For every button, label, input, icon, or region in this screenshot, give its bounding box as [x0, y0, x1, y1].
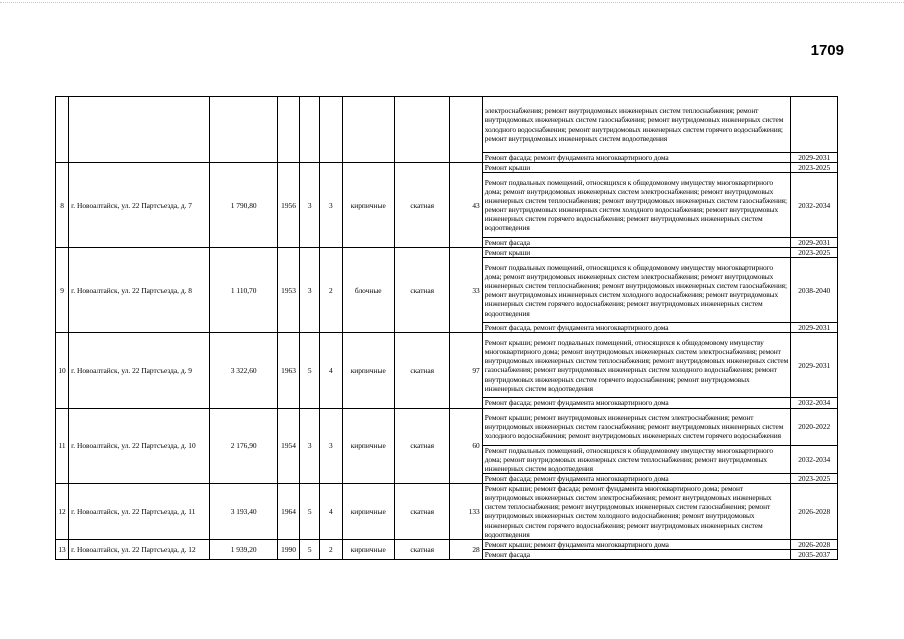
house-area: 2 176,90 [210, 408, 278, 483]
wall-material [342, 97, 394, 163]
repair-period: 2026-2028 [791, 483, 838, 539]
repair-period: 2032-2034 [791, 173, 838, 238]
repair-period: 2023-2025 [791, 163, 838, 173]
row-number: 11 [56, 408, 69, 483]
house-area: 1 110,70 [210, 248, 278, 333]
wall-material: кирпичные [342, 539, 394, 559]
table-row [56, 539, 838, 549]
entrance-count: 4 [320, 483, 342, 539]
housing-repair-table [55, 96, 838, 560]
row-number: 10 [56, 333, 69, 408]
repair-work-description: Ремонт фасада [482, 238, 791, 248]
table-row [56, 408, 838, 445]
repair-period: 2026-2028 [791, 539, 838, 549]
wall-material: кирпичные [342, 483, 394, 539]
repair-work-description: Ремонт крыши; ремонт фундамента многоквартирного дома [482, 539, 791, 549]
floor-count: 5 [300, 483, 320, 539]
house-area: 1 790,80 [210, 163, 278, 248]
house-address: г. Новоалтайск, ул. 22 Партсъезда, д. 8 [69, 248, 210, 333]
build-year: 1990 [277, 539, 299, 559]
house-address: г. Новоалтайск, ул. 22 Партсъезда, д. 9 [69, 333, 210, 408]
wall-material: кирпичные [342, 408, 394, 483]
repair-work-description: Ремонт крыши [482, 163, 791, 173]
wall-material: блочные [342, 248, 394, 333]
repair-work-description: Ремонт подвальных помещений, относящихся к общедомовому имуществу многоквартирного дома; ремонт внутридомовых инженерных систем теплоснабжения; ремонт внутридомовых инженерных систем водоотведения [482, 445, 791, 473]
repair-work-description: Ремонт крыши [482, 248, 791, 258]
house-area: 3 193,40 [210, 483, 278, 539]
row-number: 9 [56, 248, 69, 333]
repair-period: 2029-2031 [791, 153, 838, 163]
entrance-count [320, 97, 342, 163]
table-row [56, 163, 838, 173]
repair-work-description: Ремонт подвальных помещений, относящихся к общедомовому имуществу многоквартирного дома; ремонт внутридомовых инженерных систем электроснабжения; ремонт внутридомовых инженерных систем теплоснабжения; ремонт внутридомовых инженерных систем газоснабжения; ремонт внутридомовых инженерных систем холодного водоснабжения; ремонт внутридомовых инженерных систем горячего водоснабжения; ремонт внутридомовых инженерных систем водоотведения [482, 173, 791, 238]
repair-period: 2023-2025 [791, 473, 838, 483]
floor-count: 3 [300, 408, 320, 483]
house-address [69, 97, 210, 163]
repair-work-description: Ремонт крыши; ремонт подвальных помещений, относящихся к общедомовому имуществу многоквартирного дома; ремонт внутридомовых инженерных систем электроснабжения; ремонт внутридомовых инженерных систем теплоснабжения; ремонт внутридомовых инженерных систем газоснабжения; ремонт внутридомовых инженерных систем холодного водоснабжения; ремонт внутридомовых инженерных систем горячего водоснабжения; ремонт внутридомовых инженерных систем водоотведения [482, 333, 791, 398]
apartment-count: 43 [450, 163, 482, 248]
entrance-count: 4 [320, 333, 342, 408]
floor-count: 5 [300, 333, 320, 408]
house-area: 1 939,20 [210, 539, 278, 559]
row-number: 8 [56, 163, 69, 248]
build-year: 1956 [277, 163, 299, 248]
entrance-count: 3 [320, 163, 342, 248]
build-year: 1953 [277, 248, 299, 333]
repair-period: 2029-2031 [791, 238, 838, 248]
repair-period: 2023-2025 [791, 248, 838, 258]
house-address: г. Новоалтайск, ул. 22 Партсъезда, д. 10 [69, 408, 210, 483]
house-address: г. Новоалтайск, ул. 22 Партсъезда, д. 7 [69, 163, 210, 248]
scan-edge-line [0, 2, 904, 5]
build-year: 1954 [277, 408, 299, 483]
wall-material: кирпичные [342, 163, 394, 248]
roof-type: скатная [394, 248, 449, 333]
roof-type [394, 97, 449, 163]
wall-material: кирпичные [342, 333, 394, 408]
repair-period: 2038-2040 [791, 258, 838, 323]
page-number: 1709 [810, 42, 844, 59]
build-year: 1964 [277, 483, 299, 539]
table-body [56, 97, 838, 560]
roof-type: скатная [394, 333, 449, 408]
floor-count: 3 [300, 163, 320, 248]
house-area: 3 322,60 [210, 333, 278, 408]
floor-count: 3 [300, 248, 320, 333]
repair-work-description: Ремонт крыши; ремонт фасада; ремонт фундамента многоквартирного дома; ремонт внутридомовых инженерных систем электроснабжения; ремонт внутридомовых инженерных систем теплоснабжения; ремонт внутридомовых инженерных систем газоснабжения; ремонт внутридомовых инженерных систем холодного водоснабжения; ремонт внутридомовых инженерных систем горячего водоснабжения; ремонт внутридомовых инженерных систем водоотведения [482, 483, 791, 539]
apartment-count [450, 97, 482, 163]
repair-work-description: Ремонт фасада, ремонт фундамента многоквартирного дома [482, 323, 791, 333]
apartment-count: 97 [450, 333, 482, 408]
row-number [56, 97, 69, 163]
build-year [277, 97, 299, 163]
table-row [56, 97, 838, 153]
row-number: 13 [56, 539, 69, 559]
repair-period: 2020-2022 [791, 408, 838, 445]
repair-period [791, 97, 838, 153]
house-area [210, 97, 278, 163]
repair-work-description: Ремонт фасада; ремонт фундамента многоквартирного дома [482, 473, 791, 483]
entrance-count: 3 [320, 408, 342, 483]
floor-count: 5 [300, 539, 320, 559]
table-row [56, 248, 838, 258]
build-year: 1963 [277, 333, 299, 408]
apartment-count: 33 [450, 248, 482, 333]
repair-period: 2029-2031 [791, 323, 838, 333]
roof-type: скатная [394, 408, 449, 483]
repair-period: 2032-2034 [791, 445, 838, 473]
floor-count [300, 97, 320, 163]
apartment-count: 133 [450, 483, 482, 539]
roof-type: скатная [394, 539, 449, 559]
repair-period: 2029-2031 [791, 333, 838, 398]
entrance-count: 2 [320, 248, 342, 333]
repair-period: 2032-2034 [791, 398, 838, 408]
apartment-count: 60 [450, 408, 482, 483]
repair-work-description: Ремонт крыши; ремонт внутридомовых инженерных систем электроснабжения; ремонт внутридомовых инженерных систем газоснабжения; ремонт внутридомовых инженерных систем холодного водоснабжения; ремонт внутридомовых инженерных систем горячего водоснабжения [482, 408, 791, 445]
repair-work-description: Ремонт фасада; ремонт фундамента многоквартирного дома [482, 398, 791, 408]
roof-type: скатная [394, 483, 449, 539]
house-address: г. Новоалтайск, ул. 22 Партсъезда, д. 12 [69, 539, 210, 559]
house-address: г. Новоалтайск, ул. 22 Партсъезда, д. 11 [69, 483, 210, 539]
repair-work-description: Ремонт фасада; ремонт фундамента многоквартирного дома [482, 153, 791, 163]
repair-work-description: Ремонт фасада [482, 550, 791, 560]
entrance-count: 2 [320, 539, 342, 559]
repair-work-description: электроснабжения; ремонт внутридомовых инженерных систем теплоснабжения; ремонт внутридомовых инженерных систем газоснабжения; ремонт внутридомовых инженерных систем холодного водоснабжения; ремонт внутридомовых инженерных систем горячего водоснабжения; ремонт внутридомовых инженерных систем водоотведения [482, 97, 791, 153]
roof-type: скатная [394, 163, 449, 248]
table-row [56, 333, 838, 398]
apartment-count: 28 [450, 539, 482, 559]
repair-work-description: Ремонт подвальных помещений, относящихся к общедомовому имуществу многоквартирного дома; ремонт внутридомовых инженерных систем электроснабжения; ремонт внутридомовых инженерных систем теплоснабжения; ремонт внутридомовых инженерных систем газоснабжения; ремонт внутридомовых инженерных систем холодного водоснабжения; ремонт внутридомовых инженерных систем горячего водоснабжения; ремонт внутридомовых инженерных систем водоотведения [482, 258, 791, 323]
row-number: 12 [56, 483, 69, 539]
repair-period: 2035-2037 [791, 550, 838, 560]
table-row [56, 483, 838, 539]
